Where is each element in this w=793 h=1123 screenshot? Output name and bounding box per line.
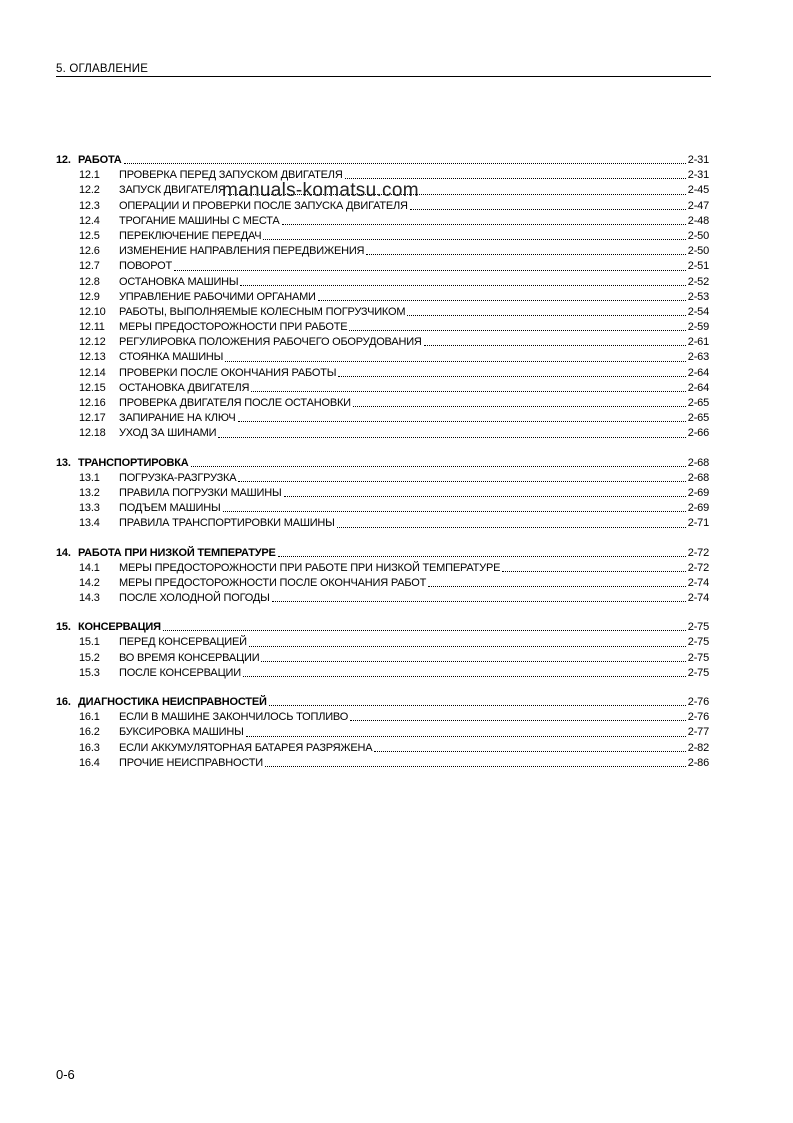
toc-title: ВО ВРЕМЯ КОНСЕРВАЦИИ: [119, 651, 260, 664]
dot-leader: [124, 162, 686, 164]
toc-title: ИЗМЕНЕНИЕ НАПРАВЛЕНИЯ ПЕРЕДВИЖЕНИЯ: [119, 245, 365, 258]
toc-number: 12.2: [79, 184, 100, 197]
toc-entry[interactable]: [56, 501, 709, 516]
dot-leader: [263, 238, 685, 240]
dot-leader: [350, 719, 686, 721]
toc-page-number: 2-69: [687, 486, 709, 499]
toc-entry[interactable]: [56, 275, 709, 290]
toc-page-number: 2-65: [687, 412, 709, 425]
dot-leader: [353, 405, 686, 407]
toc-entry[interactable]: [56, 259, 709, 274]
dot-leader: [246, 735, 686, 737]
toc-number: 16.2: [79, 726, 100, 739]
toc-title: ДИАГНОСТИКА НЕИСПРАВНОСТЕЙ: [78, 696, 267, 708]
dot-leader: [366, 253, 685, 255]
toc-number: 12.14: [79, 366, 106, 379]
toc-number: 14.3: [79, 592, 100, 605]
dot-leader: [318, 299, 686, 301]
dot-leader: [282, 223, 686, 225]
toc-section: [56, 546, 709, 607]
dot-leader: [238, 420, 686, 422]
toc-number: 15.: [56, 621, 71, 634]
toc-number: 12.10: [79, 305, 106, 318]
toc-title: ПРОВЕРКА ПЕРЕД ЗАПУСКОМ ДВИГАТЕЛЯ: [119, 169, 343, 182]
toc-entry[interactable]: [56, 635, 709, 650]
dot-leader: [225, 360, 686, 362]
toc-page-number: 2-72: [687, 561, 709, 574]
toc-page-number: 2-63: [687, 351, 709, 364]
toc-section: [56, 695, 709, 771]
toc-entry[interactable]: [56, 229, 709, 244]
toc-page-number: 2-45: [687, 184, 709, 197]
toc-entry[interactable]: [56, 214, 709, 229]
toc-entry[interactable]: [56, 411, 709, 426]
toc-title: ПОСЛЕ ХОЛОДНОЙ ПОГОДЫ: [119, 592, 270, 605]
toc-page-number: 2-54: [687, 305, 709, 318]
toc-page-number: 2-47: [687, 199, 709, 212]
toc-number: 12.1: [79, 169, 100, 182]
toc-title: ОСТАНОВКА МАШИНЫ: [119, 275, 239, 288]
header-title: 5. ОГЛАВЛЕНИЕ: [56, 63, 149, 75]
dot-leader: [278, 555, 686, 557]
toc-entry[interactable]: [56, 335, 709, 350]
toc-title: ПОВОРОТ: [119, 260, 172, 273]
dot-leader: [407, 314, 685, 316]
toc-title: ПРАВИЛА ТРАНСПОРТИРОВКИ МАШИНЫ: [119, 517, 335, 530]
toc-entry[interactable]: [56, 366, 709, 381]
toc-entry[interactable]: [56, 471, 709, 486]
toc-number: 14.: [56, 546, 71, 559]
toc-section-heading[interactable]: [56, 456, 709, 471]
toc-title: ТРОГАНИЕ МАШИНЫ С МЕСТА: [119, 214, 280, 227]
toc-title: КОНСЕРВАЦИЯ: [78, 621, 161, 634]
dot-leader: [349, 329, 685, 331]
dot-leader: [238, 480, 685, 482]
toc-number: 12.5: [79, 229, 100, 242]
toc-title: ОПЕРАЦИИ И ПРОВЕРКИ ПОСЛЕ ЗАПУСКА ДВИГАТЕЛЯ: [119, 199, 408, 212]
toc-entry[interactable]: [56, 381, 709, 396]
dot-leader: [265, 765, 686, 767]
toc-page-number: 2-68: [687, 471, 709, 484]
toc-title: ОСТАНОВКА ДВИГАТЕЛЯ: [119, 381, 250, 394]
toc-number: 12.7: [79, 260, 100, 273]
toc-page-number: 2-68: [687, 456, 709, 469]
toc-entry[interactable]: [56, 710, 709, 725]
dot-leader: [191, 465, 686, 467]
toc-number: 13.1: [79, 471, 100, 484]
toc-entry[interactable]: [56, 561, 709, 576]
toc-number: 16.1: [79, 711, 100, 724]
toc-title: УПРАВЛЕНИЕ РАБОЧИМИ ОРГАНАМИ: [119, 290, 316, 303]
toc-page-number: 2-52: [687, 275, 709, 288]
toc-section-heading[interactable]: [56, 153, 709, 168]
toc-title: ПЕРЕКЛЮЧЕНИЕ ПЕРЕДАЧ: [119, 229, 262, 242]
toc-number: 13.: [56, 456, 71, 469]
toc-title: ПРАВИЛА ПОГРУЗКИ МАШИНЫ: [119, 486, 282, 499]
toc-entry[interactable]: [56, 725, 709, 740]
toc-section: [56, 456, 709, 532]
dot-leader: [374, 750, 685, 752]
dot-leader: [243, 675, 686, 677]
dot-leader: [261, 660, 685, 662]
toc-entry[interactable]: [56, 350, 709, 365]
toc-number: 12.6: [79, 245, 100, 258]
toc-page-number: 2-59: [687, 321, 709, 334]
toc-page-number: 2-72: [687, 546, 709, 559]
toc-title: ПЕРЕД КОНСЕРВАЦИЕЙ: [119, 636, 247, 649]
toc-number: 12.13: [79, 351, 106, 364]
toc-page-number: 2-74: [687, 592, 709, 605]
toc-title: МЕРЫ ПРЕДОСТОРОЖНОСТИ ПРИ РАБОТЕ ПРИ НИЗКОЙ ТЕМПЕРАТУРЕ: [119, 561, 501, 574]
toc-entry[interactable]: [56, 666, 709, 681]
toc-page-number: 2-76: [687, 696, 709, 708]
toc-title: ЗАПУСК ДВИГАТЕЛЯ: [119, 184, 226, 197]
dot-leader: [249, 645, 686, 647]
toc-number: 15.1: [79, 636, 100, 649]
toc-title: МЕРЫ ПРЕДОСТОРОЖНОСТИ ПРИ РАБОТЕ: [119, 321, 348, 334]
toc-title: МЕРЫ ПРЕДОСТОРОЖНОСТИ ПОСЛЕ ОКОНЧАНИЯ РАБОТ: [119, 576, 427, 589]
dot-leader: [174, 269, 686, 271]
toc-number: 12.15: [79, 381, 106, 394]
page-header: [56, 63, 711, 77]
toc-entry[interactable]: [56, 741, 709, 756]
watermark-text: manuals-komatsu.com: [222, 180, 419, 201]
toc-page-number: 2-75: [687, 636, 709, 649]
toc-entry[interactable]: [56, 516, 709, 531]
dot-leader: [502, 570, 686, 572]
toc-section-heading[interactable]: [56, 695, 709, 710]
toc-title: ТРАНСПОРТИРОВКА: [78, 456, 189, 469]
toc-page-number: 2-69: [687, 502, 709, 515]
toc-number: 15.2: [79, 651, 100, 664]
toc-page-number: 2-64: [687, 366, 709, 379]
toc-number: 13.3: [79, 502, 100, 515]
dot-leader: [410, 208, 686, 210]
dot-leader: [337, 526, 686, 528]
toc-title: ЕСЛИ В МАШИНЕ ЗАКОНЧИЛОСЬ ТОПЛИВО: [119, 711, 349, 724]
toc-entry[interactable]: [56, 426, 709, 441]
toc-entry[interactable]: [56, 320, 709, 335]
toc-page-number: 2-53: [687, 290, 709, 303]
toc-page-number: 2-75: [687, 666, 709, 679]
toc-page-number: 2-31: [687, 169, 709, 182]
toc-number: 12.: [56, 154, 71, 166]
toc-page-number: 2-76: [687, 711, 709, 724]
toc-title: ПРОЧИЕ НЕИСПРАВНОСТИ: [119, 756, 263, 769]
toc-page-number: 2-77: [687, 726, 709, 739]
toc-number: 12.9: [79, 290, 100, 303]
toc-entry[interactable]: [56, 244, 709, 259]
toc-page-number: 2-51: [687, 260, 709, 273]
toc-section: [56, 620, 709, 681]
dot-leader: [163, 629, 686, 631]
toc-entry[interactable]: [56, 576, 709, 591]
dot-leader: [272, 600, 686, 602]
toc-title: ЕСЛИ АККУМУЛЯТОРНАЯ БАТАРЕЯ РАЗРЯЖЕНА: [119, 741, 373, 754]
dot-leader: [269, 704, 686, 706]
toc-number: 12.4: [79, 214, 100, 227]
toc-page-number: 2-71: [687, 517, 709, 530]
toc-page-number: 2-64: [687, 381, 709, 394]
toc-entry[interactable]: [56, 591, 709, 606]
toc-page-number: 2-75: [687, 621, 709, 634]
toc-page-number: 2-65: [687, 397, 709, 409]
toc-page-number: 2-50: [687, 229, 709, 242]
toc-number: 16.3: [79, 741, 100, 754]
toc-title: РАБОТА ПРИ НИЗКОЙ ТЕМПЕРАТУРЕ: [78, 546, 276, 559]
dot-leader: [284, 495, 686, 497]
dot-leader: [218, 436, 685, 438]
toc-title: ПОДЪЕМ МАШИНЫ: [119, 502, 221, 515]
toc-entry[interactable]: [56, 756, 709, 771]
toc-entry[interactable]: [56, 305, 709, 320]
toc-title: БУКСИРОВКА МАШИНЫ: [119, 726, 244, 739]
toc-title: ПРОВЕРКИ ПОСЛЕ ОКОНЧАНИЯ РАБОТЫ: [119, 366, 337, 379]
toc-number: 12.17: [79, 412, 106, 425]
toc-title: ПОГРУЗКА-РАЗГРУЗКА: [119, 471, 237, 484]
toc-number: 12.12: [79, 336, 106, 349]
toc-page-number: 2-86: [687, 756, 709, 769]
toc-page-number: 2-75: [687, 651, 709, 664]
toc-number: 13.2: [79, 486, 100, 499]
toc-title: ЗАПИРАНИЕ НА КЛЮЧ: [119, 412, 236, 425]
toc-number: 15.3: [79, 666, 100, 679]
toc-number: 14.2: [79, 576, 100, 589]
toc-page-number: 2-31: [687, 154, 709, 166]
toc-page-number: 2-66: [687, 427, 709, 440]
toc-page-number: 2-74: [687, 576, 709, 589]
toc-entry[interactable]: [56, 290, 709, 305]
toc-number: 16.4: [79, 756, 100, 769]
dot-leader: [338, 375, 685, 377]
dot-leader: [428, 585, 686, 587]
toc-title: ПРОВЕРКА ДВИГАТЕЛЯ ПОСЛЕ ОСТАНОВКИ: [119, 397, 351, 409]
toc-title: РЕГУЛИРОВКА ПОЛОЖЕНИЯ РАБОЧЕГО ОБОРУДОВАНИЯ: [119, 336, 422, 349]
toc-number: 12.18: [79, 427, 106, 440]
toc-number: 14.1: [79, 561, 100, 574]
toc-section-heading[interactable]: [56, 546, 709, 561]
toc-number: 12.11: [79, 321, 105, 334]
toc-title: РАБОТЫ, ВЫПОЛНЯЕМЫЕ КОЛЕСНЫМ ПОГРУЗЧИКОМ: [119, 305, 406, 318]
toc-page-number: 2-48: [687, 214, 709, 227]
toc-title: УХОД ЗА ШИНАМИ: [119, 427, 217, 440]
toc-number: 12.16: [79, 397, 106, 409]
toc-number: 12.8: [79, 275, 100, 288]
dot-leader: [223, 510, 686, 512]
dot-leader: [424, 344, 686, 346]
toc-entry[interactable]: [56, 486, 709, 501]
toc-title: СТОЯНКА МАШИНЫ: [119, 351, 224, 364]
toc-entry[interactable]: [56, 396, 709, 411]
dot-leader: [251, 390, 686, 392]
toc-page-number: 2-82: [687, 741, 709, 754]
toc-number: 13.4: [79, 517, 100, 530]
page-number: 0-6: [56, 1067, 75, 1082]
toc-entry[interactable]: [56, 651, 709, 666]
dot-leader: [240, 284, 685, 286]
toc-title: ПОСЛЕ КОНСЕРВАЦИИ: [119, 666, 241, 679]
table-of-contents: [56, 153, 709, 785]
toc-page-number: 2-61: [687, 336, 709, 349]
toc-section-heading[interactable]: [56, 620, 709, 635]
toc-title: РАБОТА: [78, 154, 122, 166]
toc-page-number: 2-50: [687, 245, 709, 258]
toc-number: 16.: [56, 696, 71, 708]
toc-number: 12.3: [79, 199, 100, 212]
